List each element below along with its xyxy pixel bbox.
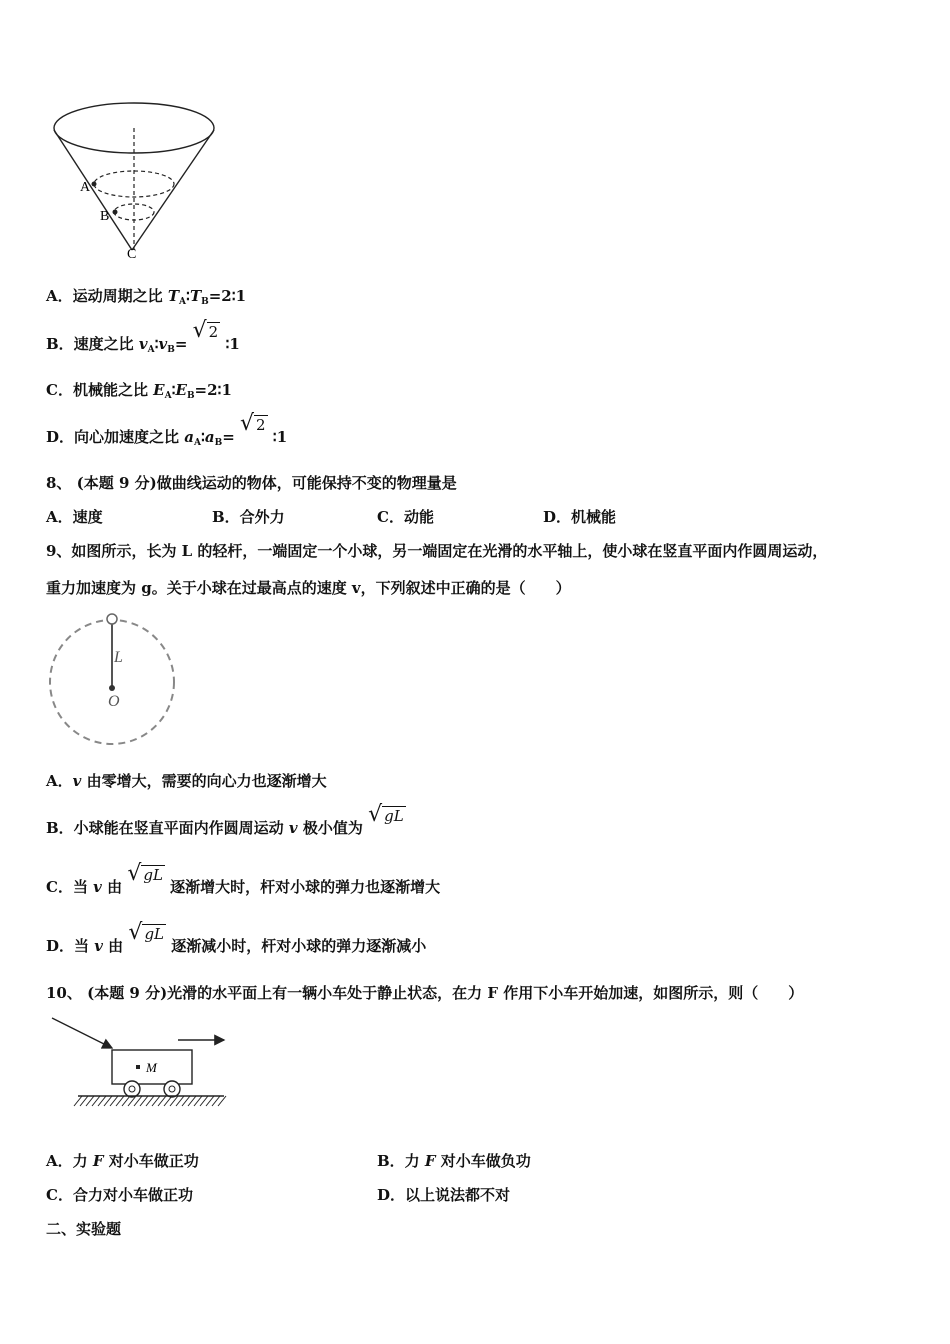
cone-figure xyxy=(48,92,223,262)
label-b: B xyxy=(100,209,110,224)
label-c: C xyxy=(127,247,137,262)
label-a: A xyxy=(80,180,91,195)
section-heading: 二、实验题 xyxy=(46,1220,122,1238)
q8-option-d: D．机械能 xyxy=(543,508,617,526)
q8-option-c: C．动能 xyxy=(377,508,434,526)
q10-option-d: D．以上说法都不对 xyxy=(377,1186,511,1204)
q10-option-a: A．力 F 对小车做正功 xyxy=(46,1152,199,1170)
q7-option-d: D．向心加速度之比 $a_A∶a_B=$ √ 2 ∶1 xyxy=(46,411,288,448)
label-m: M xyxy=(146,1060,157,1075)
q7-option-a: A．运动周期之比 $T_A∶T_B=2∶1$ xyxy=(46,287,247,307)
q8-stem: 8、 (本题 9 分)做曲线运动的物体，可能保持不变的物理量是 xyxy=(46,474,457,492)
q10-option-c: C．合力对小车做正功 xyxy=(46,1186,193,1204)
rod-circle-figure xyxy=(46,610,181,750)
label-l: L xyxy=(114,649,123,666)
q9-option-a: A．v 由零增大，需要的向心力也逐渐增大 xyxy=(46,772,327,790)
q9-option-c: C．当 v 由 √ gL 逐渐增大时，杆对小球的弹力也逐渐增大 xyxy=(46,861,441,896)
q7-option-b: B．速度之比 $v_A∶v_B=$ √ 2 ∶1 xyxy=(46,318,240,355)
q9-stem-line1: 9、如图所示，长为 L 的轻杆，一端固定一个小球，另一端固定在光滑的水平轴上，使小球在竖直平面内作圆周运动， xyxy=(46,542,828,560)
q7-option-c: C．机械能之比 $E_A∶E_B=2∶1$ xyxy=(46,381,232,401)
q9-option-d: D．当 v 由 √ gL 逐渐减小时，杆对小球的弹力逐渐减小 xyxy=(46,920,427,955)
q9-option-b: B．小球能在竖直平面内作圆周运动 v 极小值为 √ gL xyxy=(46,802,404,837)
q10-stem: 10、 (本题 9 分)光滑的水平面上有一辆小车处于静止状态，在力 F 作用下小车开始加速，如图所示，则（ ） xyxy=(46,984,804,1002)
label-o: O xyxy=(108,693,120,710)
cart-figure xyxy=(48,1012,233,1112)
q8-option-a: A．速度 xyxy=(46,508,103,526)
q8-option-b: B．合外力 xyxy=(212,508,285,526)
q10-option-b: B．力 F 对小车做负功 xyxy=(377,1152,531,1170)
q9-stem-line2: 重力加速度为 g。关于小球在过最高点的速度 v，下列叙述中正确的是（ ） xyxy=(46,579,571,597)
